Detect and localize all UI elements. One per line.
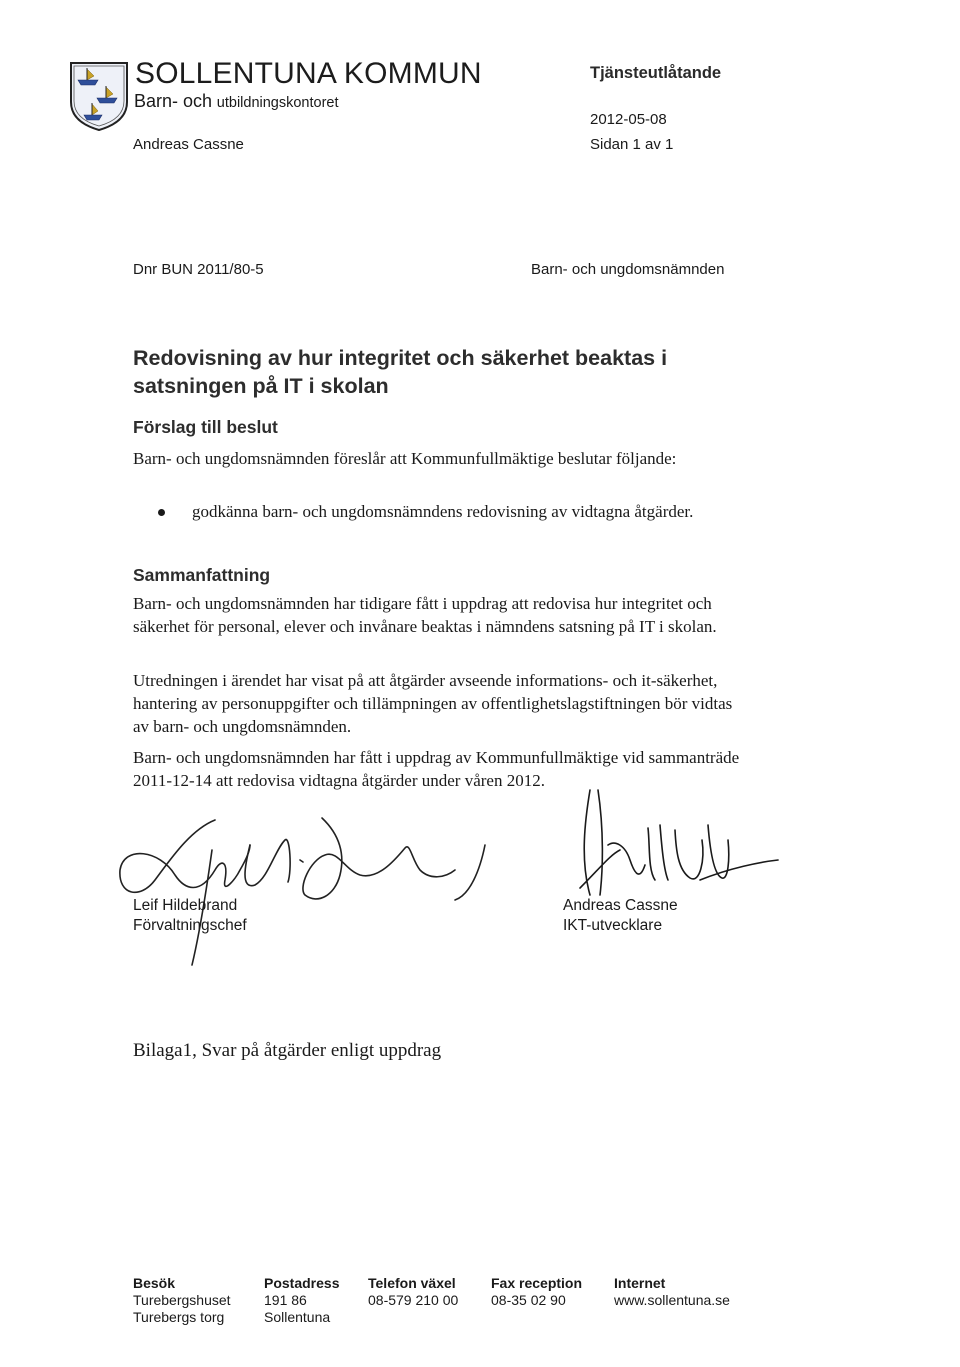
summary-paragraph-1: Barn- och ungdomsnämnden har tidigare fått i uppdrag att redovisa hur integritet och säkerhet för personal, elever och invånare beaktas i nämndens satsning på IT i skolan.: [133, 594, 717, 636]
footer-column-postal: [264, 1275, 339, 1326]
organization-unit: [134, 91, 339, 112]
org-unit-part2: utbildningskontoret: [216, 95, 339, 111]
signatory-left-role: Förvaltningschef: [133, 917, 247, 934]
signatory-left-name: Leif Hildebrand: [133, 897, 238, 914]
document-date: 2012-05-08: [590, 111, 667, 128]
footer-column-internet: [614, 1275, 730, 1309]
footer-column-fax: [491, 1275, 582, 1309]
footer-heading: Fax reception: [491, 1275, 583, 1291]
signature-leif-hildebrand: [120, 818, 485, 965]
signatory-right-name: Andreas Cassne: [563, 897, 678, 914]
footer-line: 08-579 210 00: [368, 1292, 459, 1308]
footer-line: Turebergs torg: [133, 1309, 225, 1325]
footer-heading: Telefon växel: [368, 1275, 456, 1291]
organization-name: SOLLENTUNA KOMMUN: [135, 57, 482, 90]
org-unit-part1: Barn- och: [134, 91, 213, 111]
section-heading-forslag: Förslag till beslut: [133, 417, 278, 437]
bullet-dot-icon: [158, 509, 165, 516]
proposal-bullet-text: godkänna barn- och ungdomsnämndens redovisning av vidtagna åtgärder.: [192, 502, 694, 521]
footer-column-phone: [368, 1275, 458, 1309]
footer-website-link[interactable]: www.sollentuna.se: [614, 1292, 730, 1308]
signatory-right-role: IKT-utvecklare: [563, 917, 663, 934]
document-type: Tjänsteutlåtande: [590, 64, 722, 82]
proposal-lead-text: Barn- och ungdomsnämnden föreslår att Kommunfullmäktige beslutar följande:: [133, 449, 677, 468]
footer-line: 191 86: [264, 1292, 307, 1308]
signatory-right: [563, 896, 678, 936]
footer-column-visit: [133, 1275, 231, 1326]
footer-heading: Postadress: [264, 1275, 340, 1291]
document-author: Andreas Cassne: [133, 136, 244, 153]
recipient-board: Barn- och ungdomsnämnden: [531, 261, 725, 278]
summary-paragraph-3: Barn- och ungdomsnämnden har fått i uppdrag av Kommunfullmäktige vid sammanträde 2011-12-14 att redovisa vidtagna åtgärder under våren 2012.: [133, 748, 740, 790]
attachment-reference: Bilaga1, Svar på åtgärder enligt uppdrag: [133, 1040, 442, 1061]
footer-line: Turebergshuset: [133, 1292, 231, 1308]
title-line-2: satsningen på IT i skolan: [133, 374, 389, 398]
signature-andreas-cassne: [580, 790, 778, 895]
page-number: Sidan 1 av 1: [590, 136, 674, 153]
title-line-1: Redovisning av hur integritet och säkerhet beaktas i: [133, 346, 668, 370]
municipal-crest-logo: [68, 60, 130, 132]
proposal-bullet-item: [150, 500, 750, 523]
footer-line: Sollentuna: [264, 1309, 331, 1325]
footer-heading: Internet: [614, 1275, 666, 1291]
footer-line: 08-35 02 90: [491, 1292, 566, 1308]
section-heading-summary: Sammanfattning: [133, 565, 271, 585]
footer-heading: Besök: [133, 1275, 176, 1291]
document-title: [133, 344, 667, 400]
signatory-left: [133, 896, 247, 936]
diary-number: Dnr BUN 2011/80-5: [133, 261, 264, 278]
summary-paragraph-2: Utredningen i ärendet har visat på att åtgärder avseende informations- och it-säkerhet, hantering av personuppgifter och tillämpningen av offentlighetslagstiftningen bör vidtas av barn- och ungdomsnämnden.: [133, 671, 733, 736]
proposal-bullet-list: [150, 500, 750, 523]
